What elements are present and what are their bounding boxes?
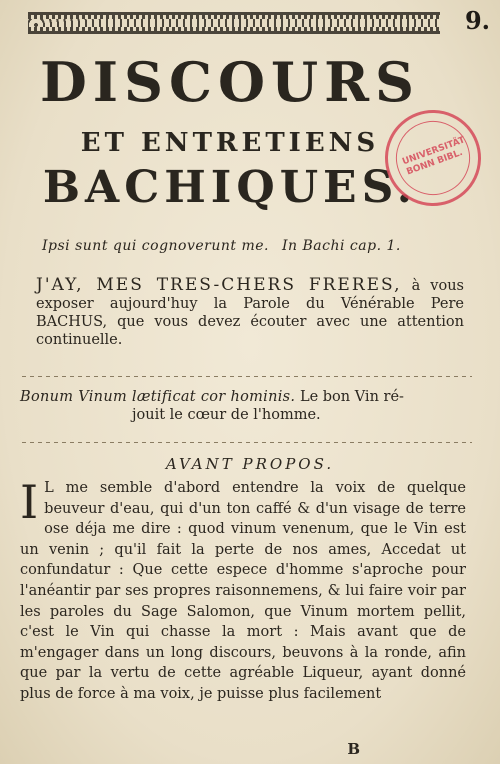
epigraph: [42, 238, 462, 254]
drop-cap: I: [20, 475, 39, 529]
opening-lead: J'AY, MES TRES-CHERS FRERES,: [36, 275, 402, 295]
divider-rule: [22, 442, 472, 443]
body-text: L me semble d'abord entendre la voix de quelque beuveur d'eau, qui d'un ton caffé & d'un visage de terre ose déja me dire : quod vinum venenum, que le Vin est un venin ; qu'il fait la perte de nos ames, Accedat ut confundatur : Que cette espece d'homme s'aproche pour l'anéantir par ses propres raisonnemens, & lui faire voir par les paroles du Sage Salomon, que Vinum mortem pellit, c'est le Vin qui chasse la mort : Mais avant que de m'engager dans un long discours, beuvons à la ronde, afin que par la vertu de cette agréable Liqueur, ayant donné plus de force à ma voix, je puisse plus facilement: [20, 480, 466, 702]
catchword: B: [347, 740, 360, 758]
quote-latin: Bonum Vinum lætificat cor hominis.: [20, 389, 296, 405]
divider-rule: [22, 376, 472, 377]
bible-quote: [20, 388, 460, 424]
title-line-3: BACHIQUES.: [42, 162, 418, 213]
stamp-text: UNIVERSITÄT BONN BIBL.: [401, 135, 467, 178]
header-ornament: [28, 12, 440, 34]
title-line-2: ET ENTRETIENS: [80, 128, 380, 158]
section-heading: AVANT PROPOS.: [165, 455, 335, 473]
page-number-mark: 9.: [464, 6, 490, 35]
opening-text: à vous exposer aujourd'huy la Parole du Vénérable Pere BACHUS, que vous devez écouter avec une attention continuelle.: [36, 278, 464, 348]
quote-french-2: jouit le cœur de l'homme.: [132, 407, 321, 423]
opening-paragraph: [36, 276, 464, 349]
quote-french-1: Le bon Vin ré-: [299, 389, 404, 405]
title-line-1: DISCOURS: [39, 50, 421, 114]
epigraph-reference: In Bachi cap. 1.: [282, 238, 401, 254]
epigraph-text: Ipsi sunt qui cognoverunt me.: [42, 238, 269, 254]
body-paragraph: [20, 475, 466, 705]
